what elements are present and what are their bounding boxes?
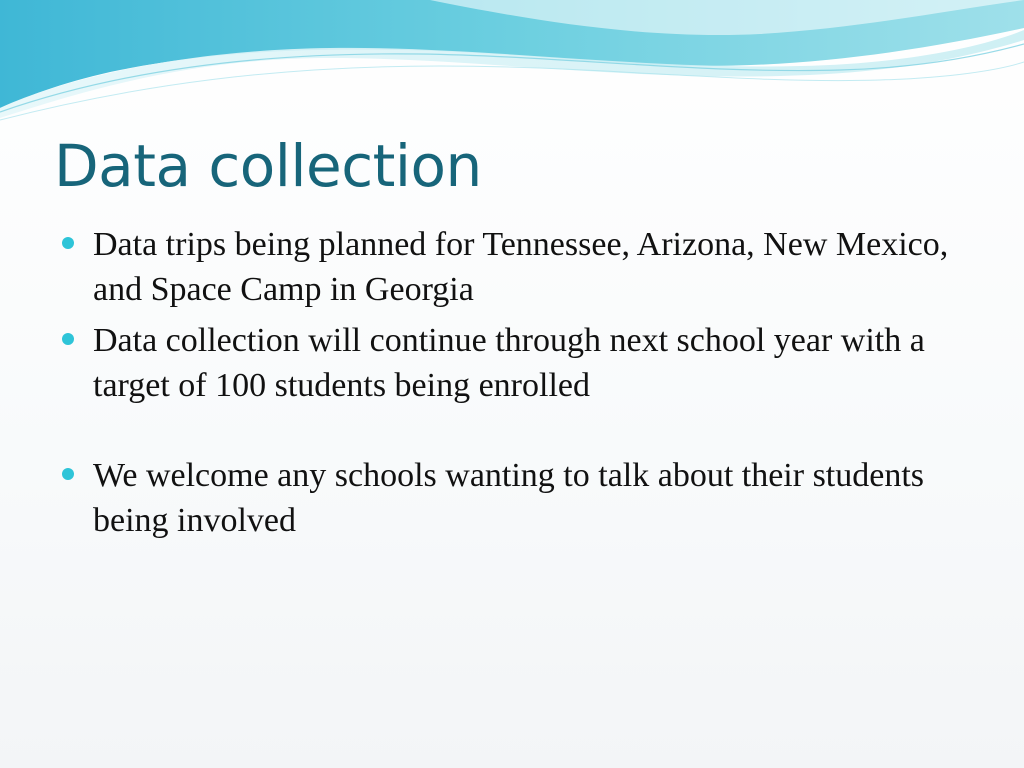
bullet-dot-icon: [62, 237, 74, 249]
bullet-text: Data trips being planned for Tennessee, Arizona, New Mexico, and Space Camp in Georgia: [93, 226, 949, 308]
bullet-item: [60, 222, 960, 312]
bullet-item: [60, 318, 960, 408]
bullet-text: We welcome any schools wanting to talk about their students being involved: [93, 457, 925, 539]
bullet-list: [60, 222, 960, 549]
bullet-dot-icon: [62, 468, 74, 480]
slide-title: Data collection: [54, 132, 482, 200]
header-wave-decoration: [0, 0, 1024, 130]
bullet-item: [60, 453, 960, 543]
bullet-text: Data collection will continue through next school year with a target of 100 students being enrolled: [93, 322, 925, 404]
bullet-dot-icon: [62, 333, 74, 345]
